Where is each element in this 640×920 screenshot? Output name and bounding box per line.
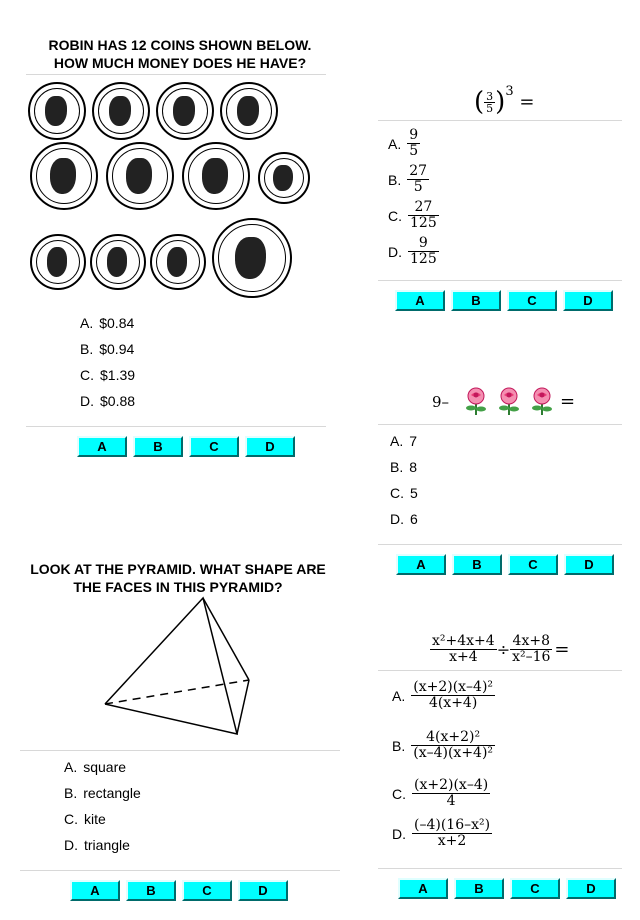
q1-option-b[interactable]: B. $0.94 xyxy=(80,341,135,357)
q2-answer-b-button[interactable]: B xyxy=(451,290,501,311)
q4-answer-c-button[interactable]: C xyxy=(182,880,232,901)
q3-option-b[interactable]: B. 8 xyxy=(390,459,418,475)
q4-option-a[interactable]: A. square xyxy=(64,759,127,775)
q1-answer-a-button[interactable]: A xyxy=(77,436,127,457)
rose-icon xyxy=(495,386,523,416)
q4-title-line2: THE FACES IN THIS PYRAMID? xyxy=(73,579,283,595)
q1-option-c[interactable]: C. $1.39 xyxy=(80,367,136,383)
q2-option-b[interactable]: B. $\frac{27}{5}$ xyxy=(388,163,428,195)
q3-option-c[interactable]: C. 5 xyxy=(390,485,418,501)
rose-icon xyxy=(528,386,556,416)
q1-divider-top xyxy=(26,74,326,75)
q3-option-a[interactable]: A. 7 xyxy=(390,433,418,449)
q2-option-c[interactable]: C. $\frac{27}{125}$ xyxy=(388,199,437,231)
q1-title xyxy=(20,36,340,72)
q2-option-d[interactable]: D. $\frac{9}{125}$ xyxy=(388,235,437,267)
q2-divider-top xyxy=(378,120,622,121)
q2-answer-a-button[interactable]: A xyxy=(395,290,445,311)
dime-coin xyxy=(258,152,310,204)
quarter-coin xyxy=(212,218,292,298)
q5-answer-a-button[interactable]: A xyxy=(398,878,448,899)
q1-answer-c-button[interactable]: C xyxy=(189,436,239,457)
dime-coin xyxy=(30,234,86,290)
q4-divider-top xyxy=(20,750,340,751)
penny-coin xyxy=(28,82,86,140)
penny-coin xyxy=(220,82,278,140)
q5-answer-c-button[interactable]: C xyxy=(510,878,560,899)
q2-option-a[interactable]: A. $\frac{9}{5}$ xyxy=(388,127,419,159)
coins-image xyxy=(26,78,306,298)
q3-option-d[interactable]: D. 6 xyxy=(390,511,418,527)
q4-option-c[interactable]: C. kite xyxy=(64,811,106,827)
q4-title xyxy=(16,560,340,596)
q2-expression: ( $\frac{3}{5}$ )$^3$ = xyxy=(474,84,535,117)
q2-answer-d-button[interactable]: D xyxy=(563,290,613,311)
q5-option-c[interactable]: C. $\frac{(x+2)(x-4)}{4}$ xyxy=(392,777,489,809)
q5-answer-b-button[interactable]: B xyxy=(454,878,504,899)
q1-option-a[interactable]: A. $0.84 xyxy=(80,315,135,331)
q5-expression: $\frac{\text{x²+4x+4}}{x+4}$ ÷ $\frac{4x+8}{\text{x²–16}}$ = xyxy=(432,633,570,665)
q5-answer-d-button[interactable]: D xyxy=(566,878,616,899)
penny-coin xyxy=(156,82,214,140)
q3-divider-top xyxy=(378,424,622,425)
q4-answer-a-button[interactable]: A xyxy=(70,880,120,901)
q4-option-b[interactable]: B. rectangle xyxy=(64,785,141,801)
dime-coin xyxy=(90,234,146,290)
rose-icon xyxy=(462,386,490,416)
q2-exponent: 3 xyxy=(505,84,514,99)
q5-option-b[interactable]: B. $\frac{\text{4(x+2)²}}{\text{(x–4)(x+4)²}}$ xyxy=(392,729,494,761)
q4-title-line1: LOOK AT THE PYRAMID. WHAT SHAPE ARE xyxy=(30,561,326,577)
q3-answer-d-button[interactable]: D xyxy=(564,554,614,575)
q1-option-d[interactable]: D. $0.88 xyxy=(80,393,136,409)
dime-coin xyxy=(150,234,206,290)
q3-divider-bottom xyxy=(378,544,622,545)
q1-divider-bottom xyxy=(26,426,326,427)
q4-divider-bottom xyxy=(20,870,340,871)
q1-answer-b-button[interactable]: B xyxy=(133,436,183,457)
q5-divider-bottom xyxy=(378,868,622,869)
q5-divider-top xyxy=(378,670,622,671)
q5-option-a[interactable]: A. $\frac{\text{(x+2)(x–4)²}}{4(x+4)}$ xyxy=(392,679,494,711)
q3-answer-b-button[interactable]: B xyxy=(452,554,502,575)
pyramid-image xyxy=(100,592,260,752)
q4-answer-d-button[interactable]: D xyxy=(238,880,288,901)
nickel-coin xyxy=(30,142,98,210)
q1-title-line2: HOW MUCH MONEY DOES HE HAVE? xyxy=(53,55,307,71)
q1-title-line1: ROBIN HAS 12 COINS SHOWN BELOW. xyxy=(48,37,312,53)
nickel-coin xyxy=(106,142,174,210)
q4-option-d[interactable]: D. triangle xyxy=(64,837,130,853)
nickel-coin xyxy=(182,142,250,210)
q2-divider-bottom xyxy=(378,280,622,281)
q2-answer-c-button[interactable]: C xyxy=(507,290,557,311)
q3-answer-c-button[interactable]: C xyxy=(508,554,558,575)
q4-answer-b-button[interactable]: B xyxy=(126,880,176,901)
q3-answer-a-button[interactable]: A xyxy=(396,554,446,575)
penny-coin xyxy=(92,82,150,140)
q1-answer-d-button[interactable]: D xyxy=(245,436,295,457)
q5-option-d[interactable]: D. $\frac{\text{(–4)(16–x²)}}{x+2}$ xyxy=(392,817,491,849)
q3-expression: 9– = xyxy=(432,386,582,416)
